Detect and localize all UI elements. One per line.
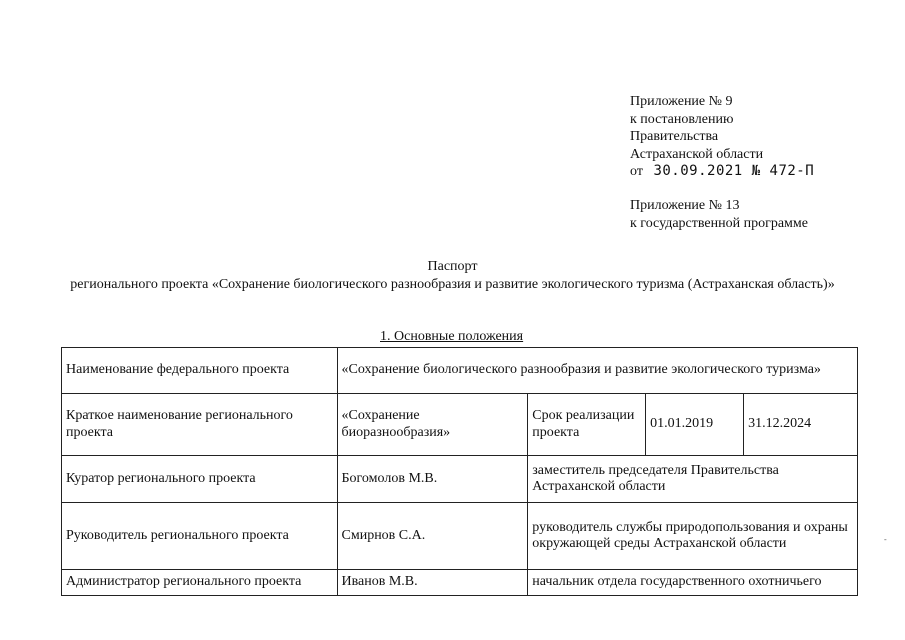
appendix-decree-header xyxy=(630,93,814,181)
table-row xyxy=(62,456,858,503)
row-position: начальник отдела государственного охотничьего xyxy=(528,570,858,596)
basic-provisions-table xyxy=(61,347,858,596)
decree-date-line xyxy=(630,163,814,181)
row-label: Руководитель регионального проекта xyxy=(62,503,338,570)
document-title xyxy=(60,258,845,294)
decree-date-number: 30.09.2021 № 472-П xyxy=(653,163,815,179)
program-appendix-line-1: Приложение № 13 xyxy=(630,198,740,213)
date-prefix: от xyxy=(630,164,643,179)
appendix-line-3: Правительства xyxy=(630,129,719,144)
table-row xyxy=(62,503,858,570)
term-end: 31.12.2024 xyxy=(744,394,858,456)
table-row xyxy=(62,348,858,394)
term-label: Срок реализации проекта xyxy=(528,394,646,456)
row-label: Администратор регионального проекта xyxy=(62,570,338,596)
title-project-name: регионального проекта «Сохранение биологического разнообразия и развитие экологического туризма (Астраханская область)» xyxy=(70,277,835,292)
appendix-line-2: к постановлению xyxy=(630,111,734,127)
row-position: руководитель службы природопользования и охраны окружающей среды Астраханской области xyxy=(528,503,858,570)
table-row xyxy=(62,570,858,596)
term-start: 01.01.2019 xyxy=(646,394,744,456)
appendix-line-1: Приложение № 9 xyxy=(630,94,733,109)
appendix-line-4: Астраханской области xyxy=(630,146,764,162)
row-label: Краткое наименование регионального проекта xyxy=(62,394,338,456)
row-label: Куратор регионального проекта xyxy=(62,456,338,503)
title-passport: Паспорт xyxy=(427,259,478,274)
row-label: Наименование федерального проекта xyxy=(62,348,338,394)
table-row xyxy=(62,394,858,456)
row-value: «Сохранение биологического разнообразия и развитие экологического туризма» xyxy=(337,348,858,394)
program-appendix-line-2: к государственной программе xyxy=(630,215,808,231)
row-position: заместитель председателя Правительства Астраханской области xyxy=(528,456,858,503)
scan-mark: - xyxy=(884,535,887,544)
row-person: Смирнов С.А. xyxy=(337,503,528,570)
row-person: Богомолов М.В. xyxy=(337,456,528,503)
appendix-program-header xyxy=(630,197,808,232)
row-person: Иванов М.В. xyxy=(337,570,528,596)
section-heading: 1. Основные положения xyxy=(380,329,524,344)
row-value: «Сохранение биоразнообразия» xyxy=(337,394,528,456)
